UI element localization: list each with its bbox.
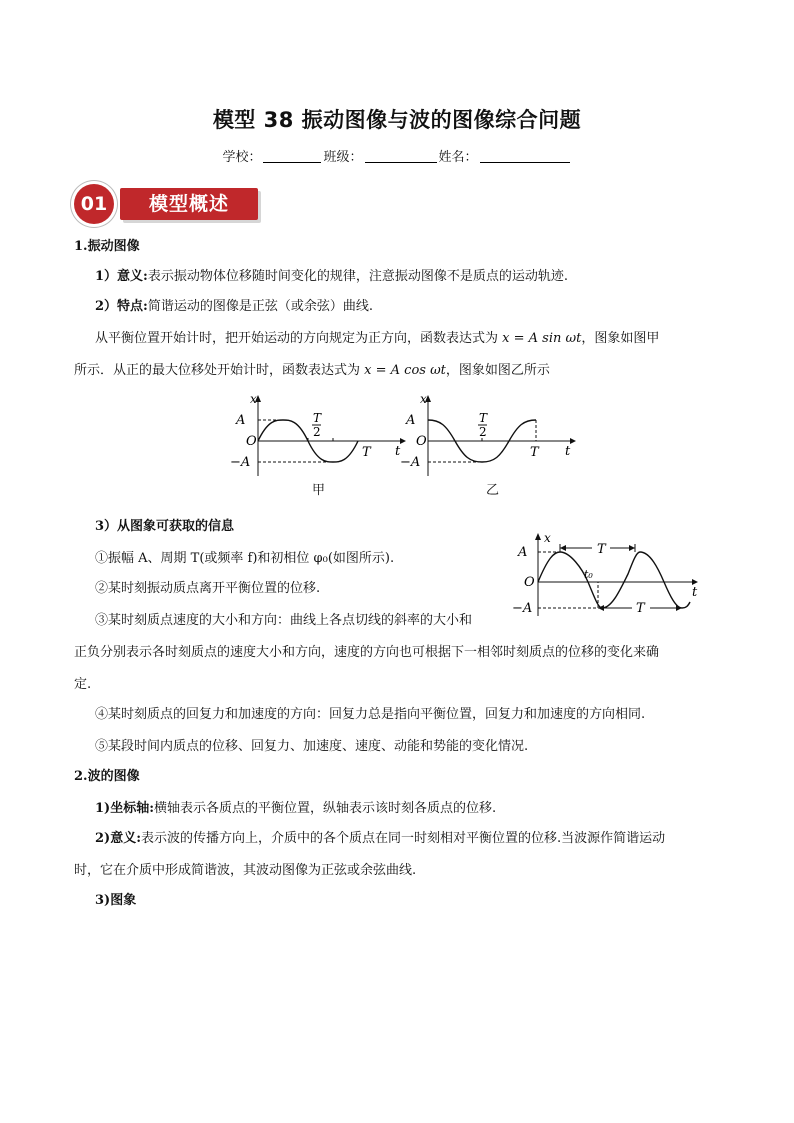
label-t: t: [565, 444, 571, 459]
section-banner: [74, 182, 264, 226]
info-item-3c: 定.: [74, 677, 92, 692]
meaning-label: 1）意义:: [95, 269, 148, 284]
expr-text-c: 所示．从正的最大位移处开始计时，函数表达式为: [74, 363, 361, 378]
label-T-bottom: T: [636, 601, 645, 616]
wave-curve: [538, 552, 690, 608]
school-label: 学校：: [222, 150, 262, 165]
label-t: t: [395, 444, 401, 459]
name-label: 姓名：: [438, 150, 478, 165]
label-T-top: T: [597, 542, 606, 557]
info-item-3b: 正负分别表示各时刻质点的速度大小和方向，速度的方向也可根据下一相邻时刻质点的位移的变化来确: [74, 645, 660, 660]
label-half-T-num: T: [479, 411, 488, 425]
caption-yi: 乙: [486, 483, 500, 498]
label-x: x: [544, 531, 551, 545]
expr-text-b: ，图象如图甲: [581, 331, 660, 346]
class-label: 班级：: [323, 150, 363, 165]
label-t: t: [692, 585, 698, 600]
info-item-1: ①振幅 A、周期 T(或频率 f)和初相位 φ₀(如图所示).: [95, 551, 395, 566]
info-item-2: ②某时刻振动质点离开平衡位置的位移.: [95, 581, 321, 596]
label-half-T-den: 2: [313, 425, 321, 439]
formula-cos: x = A cos ωt: [364, 363, 446, 378]
section-number-badge: 01: [74, 184, 114, 224]
arrowhead: [560, 545, 566, 551]
section-heading-wave: 2.波的图像: [74, 769, 140, 784]
student-info-line: [0, 146, 794, 165]
label-O: O: [416, 434, 427, 449]
graph-jia-sine: [228, 390, 408, 480]
t-axis-arrow: [570, 438, 576, 444]
arrowhead: [629, 545, 635, 551]
label-x: x: [420, 392, 427, 406]
paragraph-wave-meaning: [95, 830, 665, 848]
paragraph-expression-1: [95, 330, 659, 348]
meaning-text: 表示振动物体位移随时间变化的规律，注意振动图像不是质点的运动轨迹.: [147, 269, 568, 284]
x-axis-arrow: [535, 533, 541, 540]
feature-label: 2）特点:: [95, 299, 148, 314]
caption-jia: 甲: [312, 483, 326, 498]
info-item-5: ⑤某段时间内质点的位移、回复力、加速度、速度、动能和势能的变化情况.: [95, 739, 529, 754]
label-t0: t₀: [584, 568, 593, 581]
label-negA: −A: [230, 455, 251, 470]
label-T: T: [530, 445, 539, 460]
paragraph-axes: [95, 800, 496, 818]
paragraph-feature: [95, 298, 373, 316]
school-blank[interactable]: [263, 150, 321, 163]
class-blank[interactable]: [365, 150, 437, 163]
paragraph-graph: 3)图象: [95, 893, 137, 908]
paragraph-wave-meaning-2: 时，它在介质中形成简谐波，其波动图像为正弦或余弦曲线.: [74, 863, 417, 878]
section-label: 模型概述: [120, 188, 258, 220]
label-negA: −A: [400, 455, 421, 470]
label-negA: −A: [512, 601, 533, 616]
formula-sin: x = A sin ωt: [502, 331, 582, 346]
axes-text: 横轴表示各质点的平衡位置，纵轴表示该时刻各质点的位移.: [154, 801, 497, 816]
label-O: O: [246, 434, 257, 449]
label-O: O: [524, 575, 535, 590]
paragraph-expression-2: [74, 362, 550, 380]
feature-text: 简谐运动的图像是正弦（或余弦）曲线.: [147, 299, 373, 314]
info-heading: 3）从图象可获取的信息: [95, 519, 235, 534]
page-title: 模型 38 振动图像与波的图像综合问题: [212, 108, 582, 132]
info-item-4: ④某时刻质点的回复力和加速度的方向：回复力总是指向平衡位置，回复力和加速度的方向相同.: [95, 707, 646, 722]
label-T: T: [362, 445, 371, 460]
graph-period-amplitude: [512, 528, 702, 618]
label-half-T-num: T: [313, 411, 322, 425]
label-half-T-den: 2: [479, 425, 487, 439]
label-A: A: [406, 413, 416, 428]
expr-text-a: 从平衡位置开始计时，把开始运动的方向规定为正方向，函数表达式为: [95, 331, 499, 346]
name-blank[interactable]: [480, 150, 570, 163]
paragraph-meaning: [95, 268, 568, 286]
info-item-3a: ③某时刻质点速度的大小和方向：曲线上各点切线的斜率的大小和: [95, 613, 473, 628]
axes-label: 1)坐标轴:: [95, 801, 154, 816]
wave-meaning-label: 2)意义:: [95, 831, 141, 846]
label-x: x: [250, 392, 257, 406]
label-A: A: [236, 413, 246, 428]
graph-yi-cosine: [398, 390, 578, 480]
section-heading-vibration: 1.振动图像: [74, 239, 140, 254]
expr-text-d: ，图象如图乙所示: [445, 363, 550, 378]
label-A: A: [518, 545, 528, 560]
wave-meaning-text-a: 表示波的传播方向上，介质中的各个质点在同一时刻相对平衡位置的位移.当波源作简谐运动: [141, 831, 666, 846]
